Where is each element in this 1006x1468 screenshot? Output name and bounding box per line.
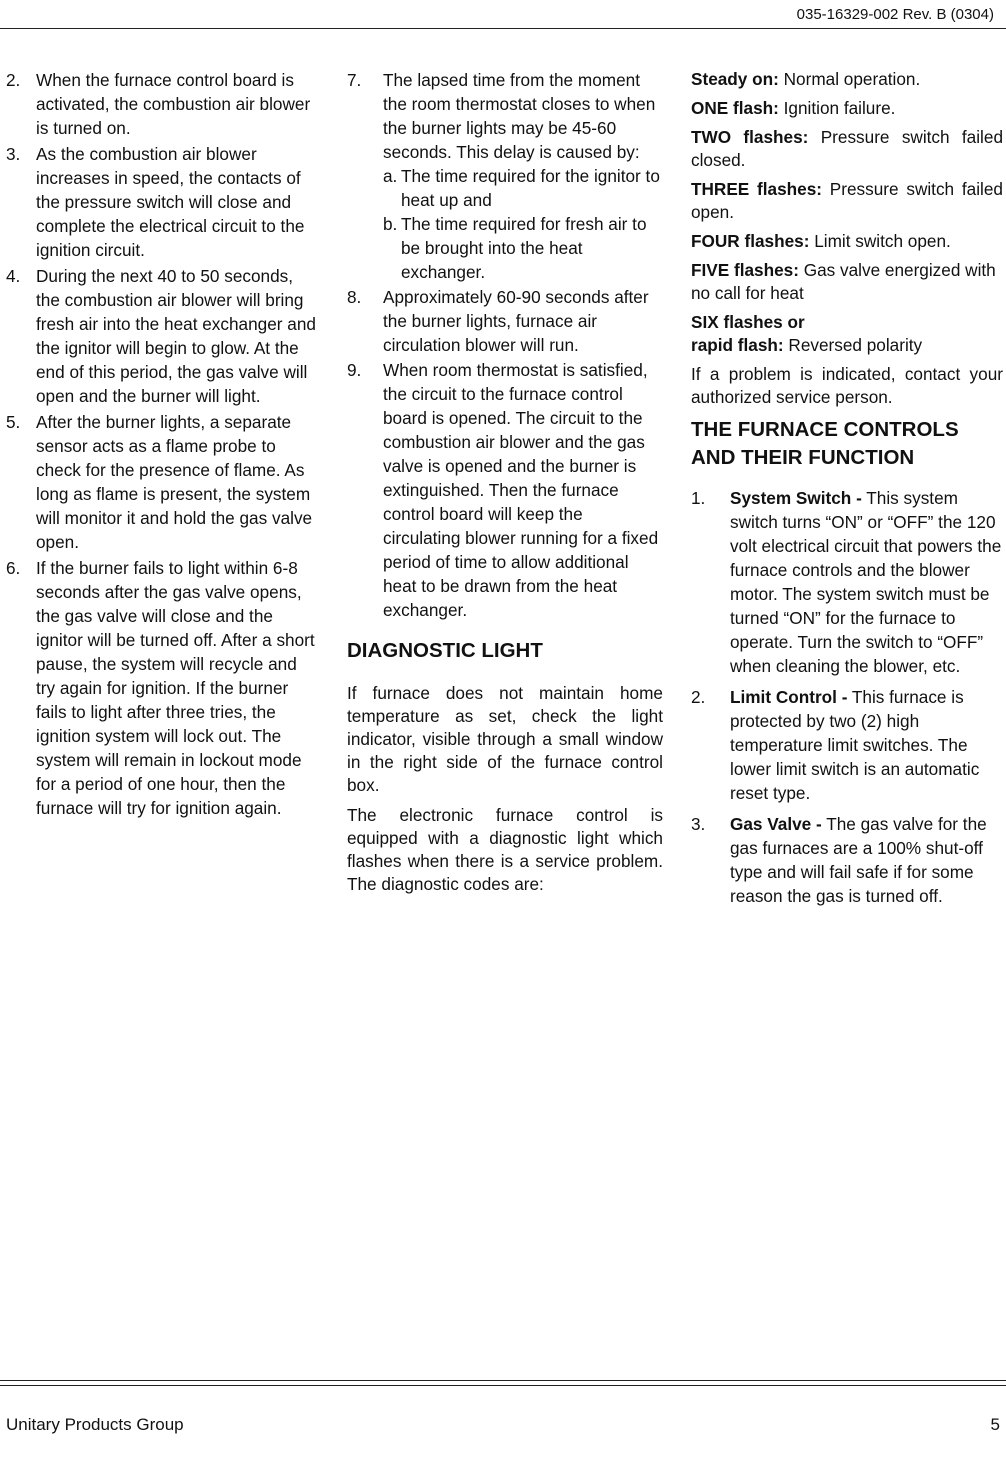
code-text: Pressure switch failed open.	[691, 179, 1003, 222]
item-number: 2.	[6, 70, 21, 90]
code-text: Pressure switch failed closed.	[691, 127, 1003, 170]
page-number: 5	[990, 1415, 1000, 1434]
code-label: ONE flash:	[691, 98, 779, 118]
item-number: 8.	[347, 287, 362, 307]
list-item	[691, 685, 1003, 805]
item-text: The lapsed time from the moment the room thermostat closes to when the burner lights may be 45-60 seconds. This delay is caused by:	[383, 70, 656, 162]
item-number: 4.	[6, 266, 21, 286]
code-label: SIX flashes or	[691, 312, 805, 332]
diagnostic-light-heading: DIAGNOSTIC LIGHT	[347, 639, 543, 662]
list-item	[347, 68, 663, 284]
controls-list	[691, 486, 1003, 908]
control-label: System Switch -	[730, 488, 862, 508]
sub-item-text: The time required for the ignitor to heat up and	[401, 166, 660, 210]
code-text: Normal operation.	[778, 69, 921, 89]
code-text: Reversed polarity	[783, 335, 923, 355]
item-number: 3.	[6, 144, 21, 164]
sub-item-text: The time required for fresh air to be brought into the heat exchanger.	[401, 214, 647, 282]
diagnostic-code	[691, 97, 1003, 120]
list-item	[691, 812, 1003, 908]
control-text: This system switch turns “ON” or “OFF” the 120 volt electrical circuit that powers the furnace controls and the blower motor. The system switch must be turned “ON” for the furnace to operate. Turn the switch to “OFF” when cleaning the blower, etc.	[730, 488, 1002, 676]
item-number: 2.	[691, 687, 706, 707]
diagnostic-code	[691, 259, 1003, 305]
contact-note: If a problem is indicated, contact your authorized service person.	[691, 364, 1003, 407]
sub-item-letter: b.	[383, 214, 398, 234]
diagnostic-code	[691, 178, 1003, 224]
item-text: As the combustion air blower increases in speed, the contacts of the pressure switch will close and complete the electrical circuit to the ignition circuit.	[36, 144, 305, 260]
document-number: 035-16329-002 Rev. B (0304)	[796, 6, 994, 23]
item-number: 1.	[691, 488, 706, 508]
sub-item	[383, 164, 663, 212]
list-item	[347, 285, 663, 357]
paragraph: If furnace does not maintain home temperature as set, check the light indicator, visible through a small window in the right side of the furnace control box.	[347, 683, 663, 795]
code-label: rapid flash:	[691, 335, 784, 355]
diagnostic-code	[691, 230, 1003, 253]
diagnostic-code	[691, 311, 1003, 357]
diagnostic-code	[691, 126, 1003, 172]
item-number: 9.	[347, 360, 362, 380]
code-label: TWO flashes:	[691, 127, 809, 147]
item-text: If the burner fails to light within 6-8 seconds after the gas valve opens, the gas valve will close and the ignitor will be turned off. After a short pause, the system will recycle and try again for ignition. If the burner fails to light after three tries, the ignition system will lock out. The system will remain in lockout mode for a period of one hour, then the furnace will try for ignition again.	[36, 558, 315, 818]
furnace-controls-heading: THE FURNACE CONTROLS AND THEIR FUNCTION	[691, 418, 959, 469]
item-text: After the burner lights, a separate sensor acts as a flame probe to check for the presence of flame. As long as flame is present, the system will monitor it and hold the gas valve open.	[36, 412, 313, 552]
code-text: Limit switch open.	[809, 231, 951, 251]
code-label: Steady on:	[691, 69, 779, 89]
list-item	[691, 486, 1003, 678]
code-text: Gas valve energized with no call for heat	[691, 260, 996, 303]
footer-company: Unitary Products Group	[6, 1415, 184, 1434]
item-number: 6.	[6, 558, 21, 578]
control-text: The gas valve for the gas furnaces are a 100% shut-off type and will fail safe if for some reason the gas is turned off.	[730, 814, 987, 906]
item-text: When room thermostat is satisfied, the circuit to the furnace control board is opened. The circuit to the combustion air blower and the gas valve is opened and the burner is extinguished. Then the furnace control board will keep the circulating blower running for a fixed period of time to allow additional heat to be drawn from the heat exchanger.	[383, 360, 659, 620]
code-label: FIVE flashes:	[691, 260, 799, 280]
list-item	[6, 556, 318, 820]
item-text: When the furnace control board is activated, the combustion air blower is turned on.	[36, 70, 311, 138]
item-text: Approximately 60-90 seconds after the burner lights, furnace air circulation blower will run.	[383, 287, 649, 355]
code-label: FOUR flashes:	[691, 231, 810, 251]
bottom-rule	[0, 1385, 1006, 1386]
control-label: Gas Valve -	[730, 814, 822, 834]
column-right	[691, 68, 1003, 915]
item-text: During the next 40 to 50 seconds, the combustion air blower will bring fresh air into the heat exchanger and the ignitor will begin to glow. At the end of this period, the gas valve will open and the burner will light.	[36, 266, 316, 406]
list-item	[347, 358, 663, 622]
column-left	[6, 68, 318, 822]
top-rule	[0, 28, 1006, 29]
column-middle	[347, 68, 663, 903]
list-item	[6, 142, 318, 262]
item-number: 3.	[691, 814, 706, 834]
diagnostic-code	[691, 68, 1003, 91]
control-label: Limit Control -	[730, 687, 848, 707]
code-text: Ignition failure.	[778, 98, 896, 118]
list-item	[6, 410, 318, 554]
item-number: 5.	[6, 412, 21, 432]
list-item	[6, 264, 318, 408]
sub-item	[383, 212, 663, 284]
item-number: 7.	[347, 70, 362, 90]
list-item	[6, 68, 318, 140]
code-label: THREE flashes:	[691, 179, 822, 199]
sub-item-letter: a.	[383, 166, 398, 186]
bottom-rule	[0, 1380, 1006, 1381]
control-text: This furnace is protected by two (2) high temperature limit switches. The lower limit switch is an automatic reset type.	[730, 687, 980, 803]
paragraph: The electronic furnace control is equipped with a diagnostic light which flashes when there is a service problem. The diagnostic codes are:	[347, 805, 663, 894]
